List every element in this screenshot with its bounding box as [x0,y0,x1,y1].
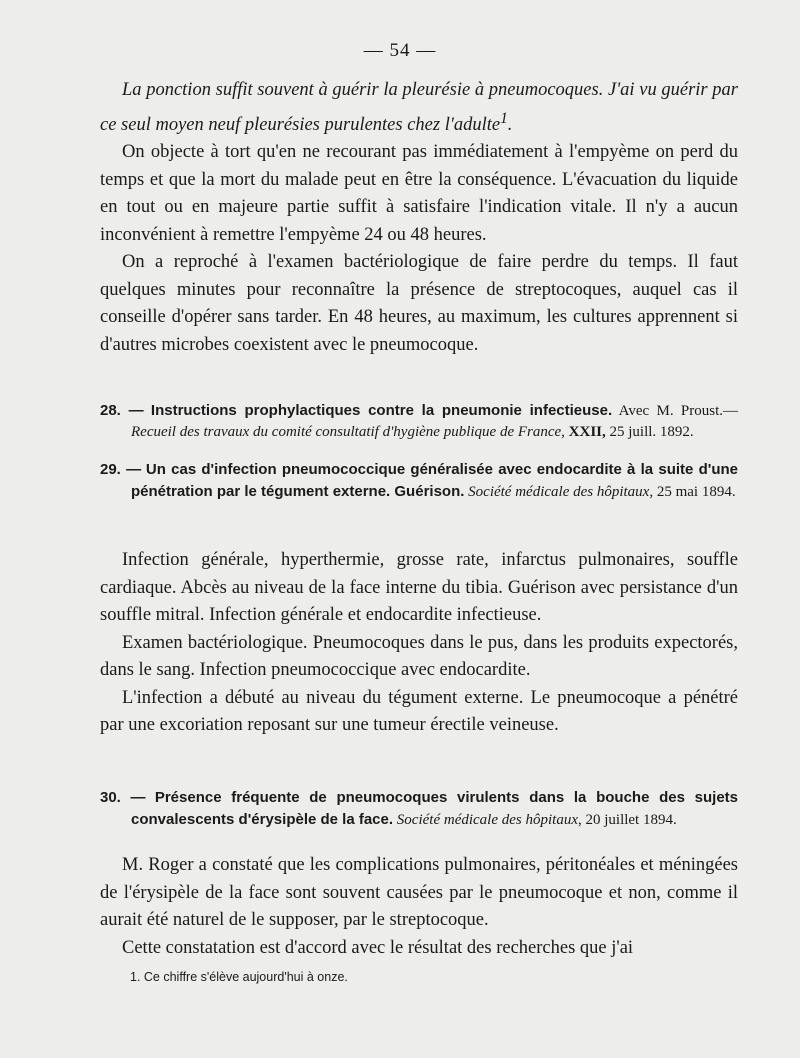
reference-date: 20 juillet 1894. [585,812,677,828]
reference-title: Un cas d'infection pneumococcique généralisée avec endocardite à la suite d'une pénétration par le tégument externe. Guérison. [131,461,738,500]
reference-title: Instructions prophylactiques contre la pneumonie infectieuse. [150,402,613,419]
paragraph-roger: M. Roger a constaté que les complications pulmonaires, péritonéales et méningées de l'érysipèle de la face sont souvent causées par le pneumocoque et non, comme il aurait été naturel de le supposer, par le streptocoque. [100,855,738,930]
reference-entry [100,400,738,443]
reference-volume: XXII, [568,424,606,440]
reference-source: Société médicale des hôpitaux, [468,484,654,500]
footnote: 1. Ce chiffre s'élève aujourd'hui à onze. [130,970,348,984]
section-infection [100,547,738,740]
reference-30 [100,787,738,831]
reference-entry [100,787,738,831]
reference-author: Avec M. Proust.— [618,403,739,419]
reference-29 [100,459,738,503]
section-erysipelas [100,852,738,962]
paragraph-bacteriology: On a reproché à l'examen bactériologique de faire perdre du temps. Il faut quelques minutes pour reconnaître la présence de streptocoques, auquel cas il conseille d'opérer sans tarder. En 48 heures, au maximum, les cultures apprennent si d'autres microbes coexistent avec le pneumocoque. [100,252,738,355]
page-number: — 54 — [363,40,437,61]
paragraph-empyema: On objecte à tort qu'en ne recourant pas immédiatement à l'empyème on perd du temps et que la mort du malade peut en être la conséquence. L'évacuation du liquide en tout ou en majeure partie suffit à satisfaire l'indication vitale. Il n'y a aucun inconvénient à remettre l'empyème 24 ou 48 heures. [100,142,738,245]
reference-date: 25 mai 1894. [656,484,736,500]
reference-entry [100,459,738,503]
reference-source: Recueil des travaux du comité consultatif d'hygiène publique de France, [131,424,565,440]
reference-number: 29. — [100,461,142,478]
reference-number: 30. — [100,789,146,806]
reference-date: 25 juill. 1892. [609,424,694,440]
paragraph-exam: Examen bactériologique. Pneumocoques dans le pus, dans les produits expectorés, dans le sang. Infection pneumococcique avec endocardite. [100,632,738,680]
section-pleurisy [100,77,738,359]
reference-28 [100,400,738,443]
paragraph-symptoms: Infection générale, hyperthermie, grosse rate, infarctus pulmonaires, souffle cardiaque. Abcès au niveau de la face interne du tibia. Guérison avec persistance d'un souffle mitral. Infection générale et endocardite infectieuse. [100,550,738,625]
reference-title: Présence fréquente de pneumocoques virulents dans la bouche des sujets convalescents d'érysipèle de la face. [131,789,738,828]
paragraph-intro-text: La ponction suffit souvent à guérir la pleurésie à pneumocoques. J'ai vu guérir par ce seul moyen neuf pleurésies purulentes chez l'adulte [100,80,738,135]
reference-number: 28. — [100,402,144,419]
footnote-marker: 1 [500,109,508,127]
reference-source: Société médicale des hôpitaux, [396,812,582,828]
paragraph-origin: L'infection a débuté au niveau du tégument externe. Le pneumocoque a pénétré par une excoriation reposant sur une tumeur érectile veineuse. [100,687,738,735]
paragraph-intro: La ponction suffit souvent à guérir la pleurésie à pneumocoques. J'ai vu guérir par ce seul moyen neuf pleurésies purulentes chez l'adulte$^1$. [100,80,738,135]
paragraph-agreement: Cette constatation est d'accord avec le résultat des recherches que j'ai [122,937,634,958]
